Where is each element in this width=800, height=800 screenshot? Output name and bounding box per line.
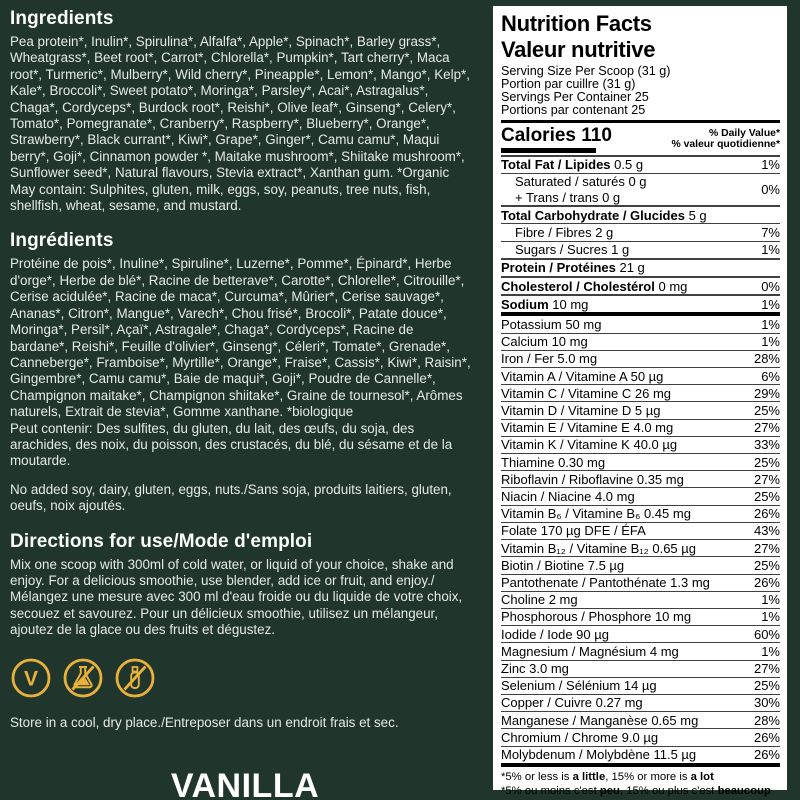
daily-value: 1%	[761, 242, 780, 258]
footnote-line-fr	[501, 784, 780, 798]
calories-text	[501, 126, 612, 146]
nutrient-label: Total Carbohydrate / Glucides 5 g	[501, 207, 707, 223]
footnote-line-en	[501, 770, 780, 784]
nutrient-label: Saturated / saturés 0 g + Trans / trans 0 g	[515, 174, 647, 205]
nutrition-row	[501, 436, 780, 453]
nutrient-label: Selenium / Sélénium 14 µg	[501, 678, 657, 694]
daily-value: 27%	[753, 661, 780, 677]
nutrition-row	[501, 608, 780, 625]
daily-value: 25%	[753, 678, 780, 694]
nutrition-row	[501, 556, 780, 573]
nutrient-label: Molybdenum / Molybdène 11.5 µg	[501, 747, 697, 763]
nutrition-row	[501, 522, 780, 539]
footnote-segment: a lot	[690, 770, 714, 783]
nutrient-label: Vitamin K / Vitamine K 40.0 µg	[501, 437, 678, 453]
footnote-segment: , 15% or more is	[605, 770, 691, 783]
nutrition-row	[501, 173, 780, 205]
no-chemicals-flask-icon	[62, 657, 104, 699]
daily-value: 28%	[753, 351, 780, 367]
nutrient-label: Vitamin C / Vitamine C 26 mg	[501, 385, 672, 401]
nutrition-row	[501, 539, 780, 556]
calories-block	[501, 126, 612, 153]
nutrient-label: Niacin / Niacine 4.0 mg	[501, 488, 635, 504]
nutrition-row	[501, 694, 780, 711]
ingredients-fr-title: Ingrédients	[10, 230, 114, 252]
nutrition-row	[501, 591, 780, 608]
daily-value: 26%	[753, 506, 780, 522]
daily-value: 7%	[761, 224, 780, 240]
daily-value: 33%	[753, 437, 780, 453]
nutrient-label: Fibre / Fibres 2 g	[515, 224, 614, 240]
daily-value: 1%	[761, 643, 780, 659]
daily-value: 1%	[761, 316, 780, 332]
nutrition-facts-title-fr: Valeur nutritive	[501, 37, 656, 62]
nutrient-label: Vitamin A / Vitamine A 50 µg	[501, 368, 664, 384]
spacer	[10, 515, 480, 527]
nutrient-label: Sodium 10 mg	[501, 296, 589, 312]
daily-value-header-en: % Daily Value*	[708, 127, 780, 139]
nutrient-label: Vitamin E / Vitamine E 4.0 mg	[501, 420, 674, 436]
nutrition-row	[501, 660, 780, 677]
spacer	[10, 214, 480, 226]
daily-value: 1%	[761, 334, 780, 350]
daily-value: 29%	[753, 385, 780, 401]
daily-value: 28%	[753, 712, 780, 728]
nutrient-label: Phosphorous / Phosphore 10 mg	[501, 609, 692, 625]
nutrient-label: Choline 2 mg	[501, 592, 578, 608]
nutrition-row	[501, 333, 780, 350]
flavor-name: VANILLA	[170, 767, 320, 800]
nutrition-row	[501, 625, 780, 642]
daily-value: 1%	[761, 157, 780, 173]
nutrient-label: Copper / Cuivre 0.27 mg	[501, 695, 643, 711]
calories-label: Calories	[501, 124, 576, 146]
nutrient-label: Thiamine 0.30 mg	[501, 454, 606, 470]
daily-value: 6%	[761, 368, 780, 384]
nutrient-label: Manganese / Manganèse 0.65 mg	[501, 712, 699, 728]
spacer	[10, 470, 480, 482]
no-additives-bottle-icon	[114, 657, 156, 699]
nutrient-label: Chromium / Chrome 9.0 µg	[501, 729, 659, 745]
nutrition-row	[501, 316, 780, 332]
nutrient-label: Zinc 3.0 mg	[501, 661, 569, 677]
daily-value: 0%	[761, 181, 780, 197]
daily-value: 25%	[753, 402, 780, 418]
nutrient-label: Protein / Protéines 21 g	[501, 260, 645, 276]
nutrition-row	[501, 384, 780, 401]
daily-value-header-fr: % valeur quotidienne*	[671, 139, 780, 151]
footnote-segment: *5% or less is	[501, 770, 573, 783]
nutrient-label: Riboflavin / Riboflavine 0.35 mg	[501, 471, 684, 487]
nutrition-row	[501, 294, 780, 312]
nutrition-row	[501, 223, 780, 240]
daily-value: 26%	[753, 747, 780, 763]
calories-row	[501, 123, 780, 155]
daily-value: 1%	[761, 296, 780, 312]
storage-text: Store in a cool, dry place./Entreposer dans un endroit frais et sec.	[10, 714, 399, 730]
nutrition-row	[501, 746, 780, 763]
nutrition-row	[501, 453, 780, 470]
daily-value: 43%	[753, 523, 780, 539]
nutrition-row	[501, 419, 780, 436]
nutrition-facts-title-en: Nutrition Facts	[501, 11, 652, 36]
nutrient-label: Vitamin B₆ / Vitamine B₆ 0.45 mg	[501, 506, 691, 522]
ingredients-title: Ingredients	[10, 8, 114, 29]
divider-thick	[501, 763, 780, 767]
nutrient-label: Iodide / Iode 90 µg	[501, 626, 609, 642]
serving-line: Portions par contenant 25	[501, 102, 646, 117]
nutrition-row	[501, 155, 780, 173]
nutrient-label: Folate 170 µg DFE / ÉFA	[501, 523, 646, 539]
nutrition-row	[501, 711, 780, 728]
directions-title: Directions for use/Mode d'emploi	[10, 530, 313, 552]
daily-value: 30%	[753, 695, 780, 711]
serving-line: Serving Size Per Scoop (31 g)	[501, 64, 671, 78]
nutrition-rows	[501, 155, 780, 767]
nutrition-row	[501, 728, 780, 745]
nutrition-row	[501, 470, 780, 487]
nutrient-label: Vitamin D / Vitamine D 5 µg	[501, 402, 661, 418]
nutrient-label: Total Fat / Lipides 0.5 g	[501, 157, 644, 173]
footnote-segment: *5% ou moins c'est	[501, 784, 600, 797]
footnote-segment: , 15% ou plus c'est	[619, 784, 718, 797]
nutrition-row	[501, 367, 780, 384]
daily-value: 0%	[761, 278, 780, 294]
left-column	[10, 4, 480, 800]
nutrient-label: Biotin / Biotine 7.5 µg	[501, 557, 625, 573]
nutrition-row	[501, 205, 780, 223]
serving-info	[501, 65, 780, 117]
nutrition-row	[501, 505, 780, 522]
daily-value: 26%	[753, 729, 780, 745]
daily-value: 27%	[753, 540, 780, 556]
nutrition-row	[501, 258, 780, 276]
no-added-text: No added soy, dairy, gluten, eggs, nuts./Sans soja, produits laitiers, gluten, oeufs, noix ajoutés.	[10, 481, 452, 514]
calories-underline	[501, 148, 596, 153]
footnote-segment: peu	[599, 784, 620, 797]
footnote-segment: a little	[572, 770, 606, 783]
daily-value: 1%	[761, 609, 780, 625]
calories-value: 110	[581, 124, 612, 146]
nutrient-label: Potassium 50 mg	[501, 316, 602, 332]
daily-value: 25%	[753, 488, 780, 504]
serving-line: Servings Per Container 25	[501, 89, 649, 104]
nutrition-row	[501, 574, 780, 591]
nutrition-facts-panel	[493, 6, 787, 797]
vegan-icon	[10, 657, 52, 699]
ingredients-text-en: Pea protein*, Inulin*, Spirulina*, Alfalfa*, Apple*, Spinach*, Barley grass*, Wheatgrass*, Beet root*, Carrot*, Chlorella*, Pumpkin*, Tart cherry*, Maca root*, Turmeric*, Mulberry*, Wild cherry*, Pineapple*, Lemon*, Mango*, Kelp*, Kale*, Broccoli*, Sweet potato*, Moringa*, Parsley*, Acai*, Astragalus*, Chaga*, Cordyceps*, Burdock root*, Reishi*, Olive leaf*, Ginseng*, Celery*, Tomato*, Pomegranate*, Cranberry*, Raspberry*, Blueberry*, Orange*, Strawberry*, Black currant*, Kiwi*, Grape*, Ginger*, Camu camu*, Maqui berry*, Goji*, Cinnamon powder *, Maitake mushroom*, Shiitake mushroom*, Sunflower seed*, Natural flavours, Stevia extract*, Xanthan gum. *Organic	[10, 34, 470, 181]
nutrition-row	[501, 401, 780, 418]
nutrition-row	[501, 276, 780, 294]
footnote	[501, 770, 780, 798]
nutrient-label: Cholesterol / Cholestérol 0 mg	[501, 278, 688, 294]
nutrient-label: Magnesium / Magnésium 4 mg	[501, 643, 679, 659]
may-contain-en: May contain: Sulphites, gluten, milk, eggs, soy, peanuts, tree nuts, fish, shellfish, wheat, sesame, and mustard.	[10, 181, 431, 214]
daily-value: 27%	[753, 420, 780, 436]
daily-value: 60%	[753, 626, 780, 642]
certification-icons	[10, 657, 480, 699]
nutrient-label: Calcium 10 mg	[501, 334, 588, 350]
nutrient-label: Pantothenate / Pantothénate 1.3 mg	[501, 575, 710, 590]
nutrition-row	[501, 241, 780, 258]
nutrition-row	[501, 487, 780, 504]
vegan-icon-letter: V	[23, 667, 39, 691]
nutrition-row	[501, 642, 780, 659]
daily-value: 25%	[753, 557, 780, 573]
daily-value: 1%	[761, 592, 780, 608]
daily-value: 25%	[753, 454, 780, 470]
daily-value: 27%	[753, 471, 780, 487]
footnote-segment: beaucoup	[717, 784, 771, 797]
ingredients-text-fr: Protéine de pois*, Inuline*, Spiruline*, Luzerne*, Pomme*, Épinard*, Herbe d'orge*, Herbe de blé*, Racine de betterave*, Carotte*, Chlorelle*, Citrouille*, Cerise acidulée*, Racine de maca*, Curcuma*, Mûrier*, Cerise sauvage*, Ananas*, Citron*, Mangue*, Varech*, Chou frisé*, Brocoli*, Patate douce*, Moringa*, Persil*, Açaï*, Astragale*, Chaga*, Cordyceps*, Racine de bardane*, Reishi*, Feuille d'olivier*, Ginseng*, Céleri*, Tomate*, Grenade*, Canneberge*, Framboise*, Myrtille*, Orange*, Fraise*, Cassis*, Kiwi*, Raisin*, Gingembre*, Camu camu*, Baie de maqui*, Goji*, Poudre de Cannelle*, Champignon maitake*, Champignon shiitake*, Graine de tournesol*, Arômes naturels, Extrait de stevia*, Gomme xanthane. *biologique	[10, 256, 471, 420]
directions-text: Mix one scoop with 300ml of cold water, or liquid of your choice, shake and enjoy. For a delicious smoothie, use blender, add ice or fruit, and enjoy./ Mélangez une mesure avec 300 ml d'eau froide ou du liquide de votre choix, secouez et savourez. Pour un délicieux smoothie, utilisez un mélangeur, ajoutez de la glace ou des fruits et dégustez.	[10, 556, 463, 638]
may-contain-fr: Peut contenir: Des sulfites, du gluten, du lait, des œufs, du soja, des arachides, des noix, du poisson, des crustacés, du blé, du sésame et de la moutarde.	[10, 420, 453, 469]
nutrient-label: Iron / Fer 5.0 mg	[501, 351, 598, 367]
daily-value-header	[671, 126, 780, 151]
nutrition-row	[501, 350, 780, 367]
nutrition-row	[501, 677, 780, 694]
nutrient-label: Vitamin B₁₂ / Vitamine B₁₂ 0.65 µg	[501, 540, 696, 556]
nutrient-label: Sugars / Sucres 1 g	[515, 242, 630, 258]
serving-line: Portion par cuillre (31 g)	[501, 76, 636, 91]
daily-value: 26%	[753, 575, 780, 590]
